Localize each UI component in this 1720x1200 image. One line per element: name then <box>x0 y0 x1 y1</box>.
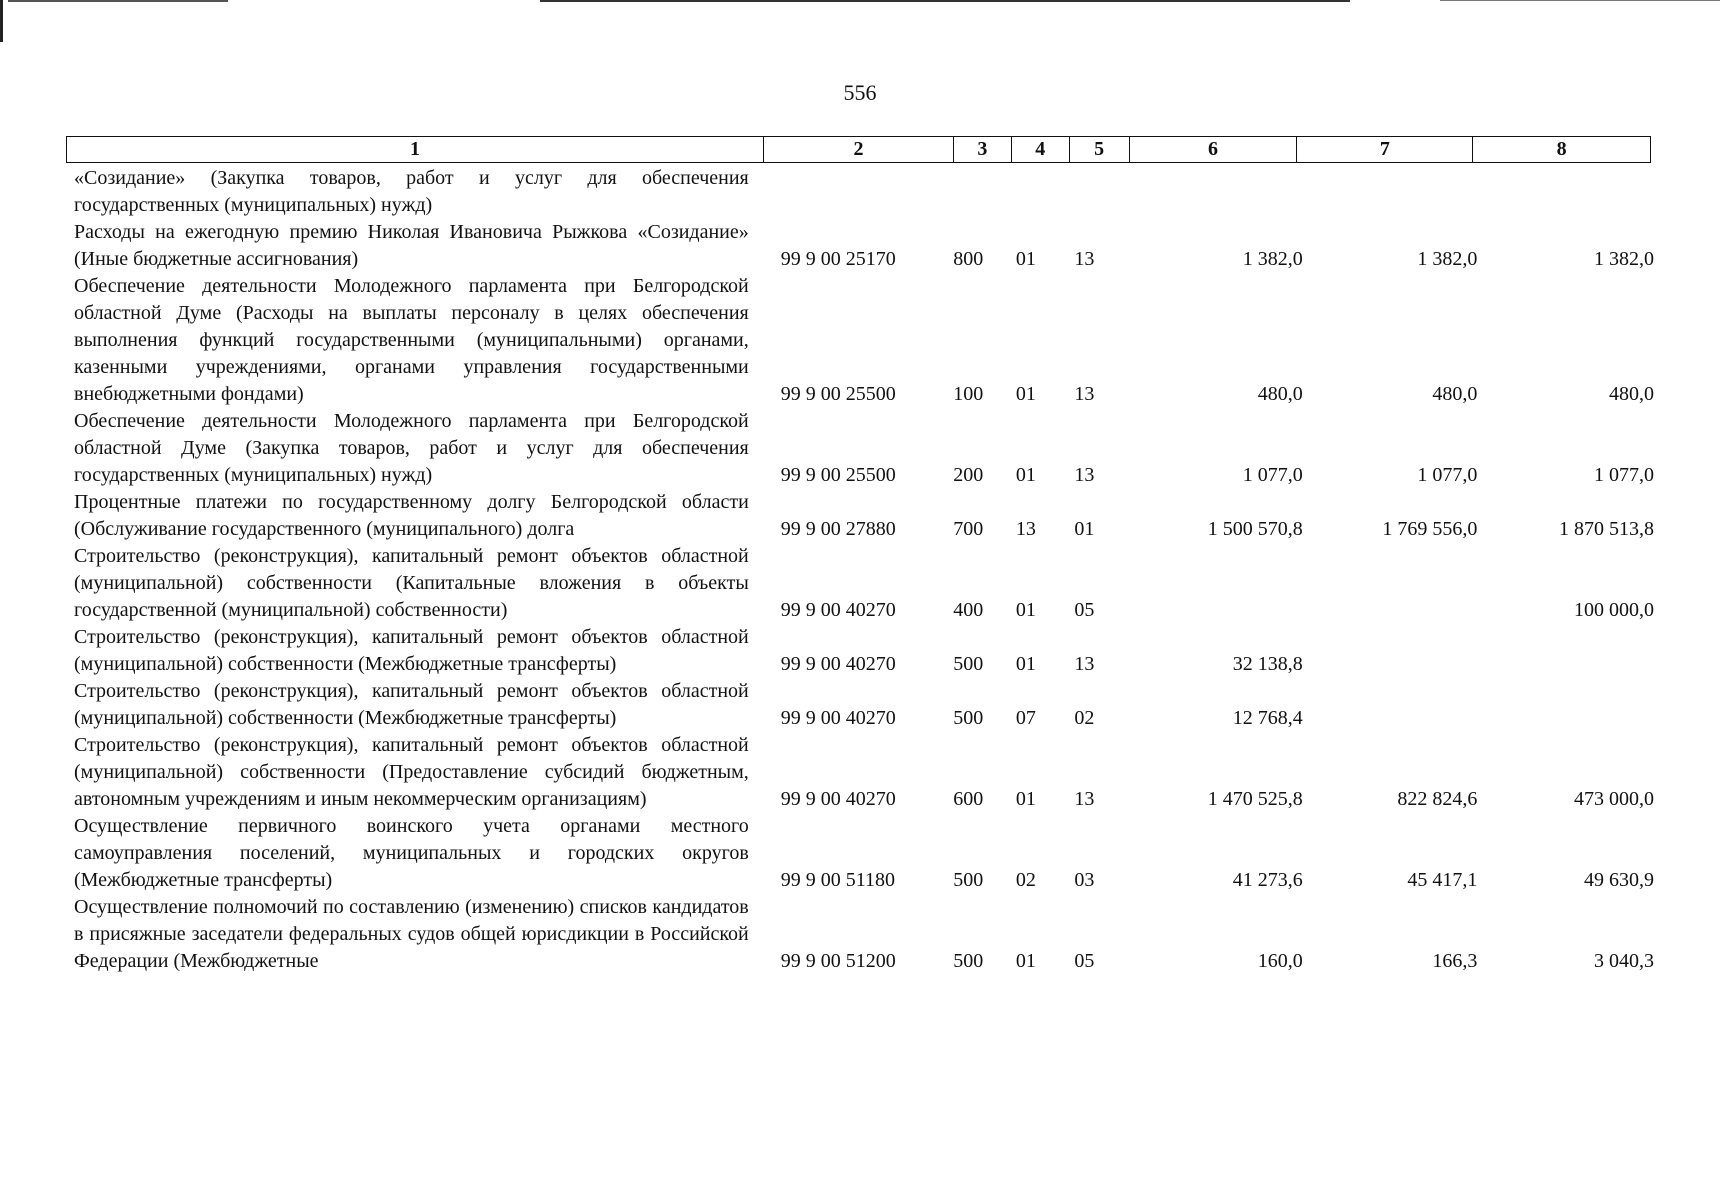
row-description: Процентные платежи по государственному долгу Белгородской области (Обслуживание государственного (муниципального) долга <box>74 491 749 540</box>
row-code: 99 9 00 51200 <box>780 950 896 972</box>
row-col4: 01 <box>1015 788 1036 810</box>
table-row <box>74 543 1654 624</box>
row-col4: 01 <box>1015 950 1036 972</box>
row-col6: 160,0 <box>1257 950 1303 972</box>
row-col7: 45 417,1 <box>1407 869 1478 891</box>
row-col8: 473 000,0 <box>1573 788 1654 810</box>
row-col4: 02 <box>1015 869 1036 891</box>
row-col5: 02 <box>1074 707 1095 729</box>
row-col6: 1 500 570,8 <box>1207 518 1303 540</box>
row-description: Обеспечение деятельности Молодежного парламента при Белгородской областной Думе (Расходы на выплаты персоналу в целях обеспечения выполнения функций государственными (муниципальными) органами, казенными учреждениями, органами управления государственными внебюджетными фондами) <box>74 275 749 405</box>
column-header-5: 5 <box>1070 137 1130 162</box>
table-row <box>74 219 1654 273</box>
column-header-7: 7 <box>1297 137 1473 162</box>
row-col5: 13 <box>1074 464 1095 486</box>
row-col8: 100 000,0 <box>1573 599 1654 621</box>
row-col3: 500 <box>953 869 984 891</box>
row-col6: 1 382,0 <box>1242 248 1303 270</box>
row-col6: 32 138,8 <box>1232 653 1303 675</box>
row-code: 99 9 00 25500 <box>780 464 896 486</box>
row-col8: 1 870 513,8 <box>1558 518 1654 540</box>
row-col7: 822 824,6 <box>1397 788 1478 810</box>
row-col6: 1 470 525,8 <box>1207 788 1303 810</box>
row-col5: 13 <box>1074 248 1095 270</box>
row-col7: 1 769 556,0 <box>1382 518 1478 540</box>
row-col3: 100 <box>953 383 984 405</box>
row-col4: 01 <box>1015 464 1036 486</box>
scan-edge-line <box>8 0 228 2</box>
table-body <box>74 165 1654 975</box>
column-header-8: 8 <box>1556 138 1567 160</box>
table-header-row <box>66 136 1651 163</box>
row-code: 99 9 00 27880 <box>780 518 896 540</box>
column-header-1: 1 <box>67 137 764 162</box>
row-col5: 13 <box>1074 653 1095 675</box>
table-row <box>74 624 1654 678</box>
row-col5: 05 <box>1074 599 1095 621</box>
row-code: 99 9 00 25170 <box>780 248 896 270</box>
scan-edge-mark <box>0 0 3 42</box>
row-description: Строительство (реконструкция), капитальный ремонт объектов областной (муниципальной) собственности (Межбюджетные трансферты) <box>74 626 749 675</box>
row-col6: 12 768,4 <box>1232 707 1303 729</box>
row-col3: 500 <box>953 950 984 972</box>
row-col8: 1 077,0 <box>1593 464 1654 486</box>
row-col3: 800 <box>953 248 984 270</box>
row-col4: 01 <box>1015 599 1036 621</box>
column-header-4: 4 <box>1012 137 1070 162</box>
row-col3: 500 <box>953 707 984 729</box>
row-col3: 600 <box>953 788 984 810</box>
column-header-6: 6 <box>1130 137 1298 162</box>
row-col6: 41 273,6 <box>1232 869 1303 891</box>
row-col4: 01 <box>1015 653 1036 675</box>
row-code: 99 9 00 40270 <box>780 653 896 675</box>
row-col7: 166,3 <box>1432 950 1478 972</box>
row-code: 99 9 00 40270 <box>780 707 896 729</box>
row-col3: 400 <box>953 599 984 621</box>
row-col6: 480,0 <box>1257 383 1303 405</box>
page-number: 556 <box>843 80 877 105</box>
table-row <box>74 678 1654 732</box>
scan-edge-line <box>540 0 1350 2</box>
row-description: Строительство (реконструкция), капитальный ремонт объектов областной (муниципальной) собственности (Капитальные вложения в объекты государственной (муниципальной) собственности) <box>74 545 749 621</box>
row-col8: 3 040,3 <box>1593 950 1654 972</box>
row-col4: 07 <box>1015 707 1036 729</box>
table-row <box>74 165 1654 219</box>
row-col4: 13 <box>1015 518 1036 540</box>
row-description: Осуществление полномочий по составлению (изменению) списков кандидатов в присяжные заседатели федеральных судов общей юрисдикции в Российской Федерации (Межбюджетные <box>74 896 749 972</box>
row-col3: 200 <box>953 464 984 486</box>
column-header-3: 3 <box>954 137 1012 162</box>
row-col8: 1 382,0 <box>1593 248 1654 270</box>
row-col5: 13 <box>1074 788 1095 810</box>
column-header-2: 2 <box>764 137 954 162</box>
table-row <box>74 273 1654 408</box>
scan-edge-line <box>1440 0 1720 1</box>
row-code: 99 9 00 40270 <box>780 599 896 621</box>
row-col7: 1 382,0 <box>1417 248 1478 270</box>
row-col7: 480,0 <box>1432 383 1478 405</box>
row-col5: 01 <box>1074 518 1095 540</box>
row-code: 99 9 00 25500 <box>780 383 896 405</box>
row-description: Расходы на ежегодную премию Николая Ивановича Рыжкова «Созидание» (Иные бюджетные ассигнования) <box>74 221 749 270</box>
table-row <box>74 489 1654 543</box>
row-col3: 500 <box>953 653 984 675</box>
row-description: «Созидание» (Закупка товаров, работ и услуг для обеспечения государственных (муниципальных) нужд) <box>74 167 749 216</box>
row-col8: 49 630,9 <box>1583 869 1654 891</box>
table-row <box>74 813 1654 894</box>
row-col4: 01 <box>1015 248 1036 270</box>
row-col7: 1 077,0 <box>1417 464 1478 486</box>
row-col5: 05 <box>1074 950 1095 972</box>
table-row <box>74 408 1654 489</box>
table-row <box>74 894 1654 975</box>
row-col6: 1 077,0 <box>1242 464 1303 486</box>
row-col3: 700 <box>953 518 984 540</box>
row-col4: 01 <box>1015 383 1036 405</box>
row-col5: 03 <box>1074 869 1095 891</box>
row-description: Обеспечение деятельности Молодежного парламента при Белгородской областной Думе (Закупка товаров, работ и услуг для обеспечения государственных (муниципальных) нужд) <box>74 410 749 486</box>
row-description: Осуществление первичного воинского учета органами местного самоуправления поселений, муниципальных и городских округов (Межбюджетные трансферты) <box>74 815 749 891</box>
row-description: Строительство (реконструкция), капитальный ремонт объектов областной (муниципальной) собственности (Предоставление субсидий бюджетным, автономным учреждениям и иным некоммерческим организациям) <box>74 734 749 810</box>
row-description: Строительство (реконструкция), капитальный ремонт объектов областной (муниципальной) собственности (Межбюджетные трансферты) <box>74 680 749 729</box>
table-row <box>74 732 1654 813</box>
row-col8: 480,0 <box>1608 383 1654 405</box>
row-code: 99 9 00 40270 <box>780 788 896 810</box>
row-col5: 13 <box>1074 383 1095 405</box>
row-code: 99 9 00 51180 <box>780 869 896 891</box>
